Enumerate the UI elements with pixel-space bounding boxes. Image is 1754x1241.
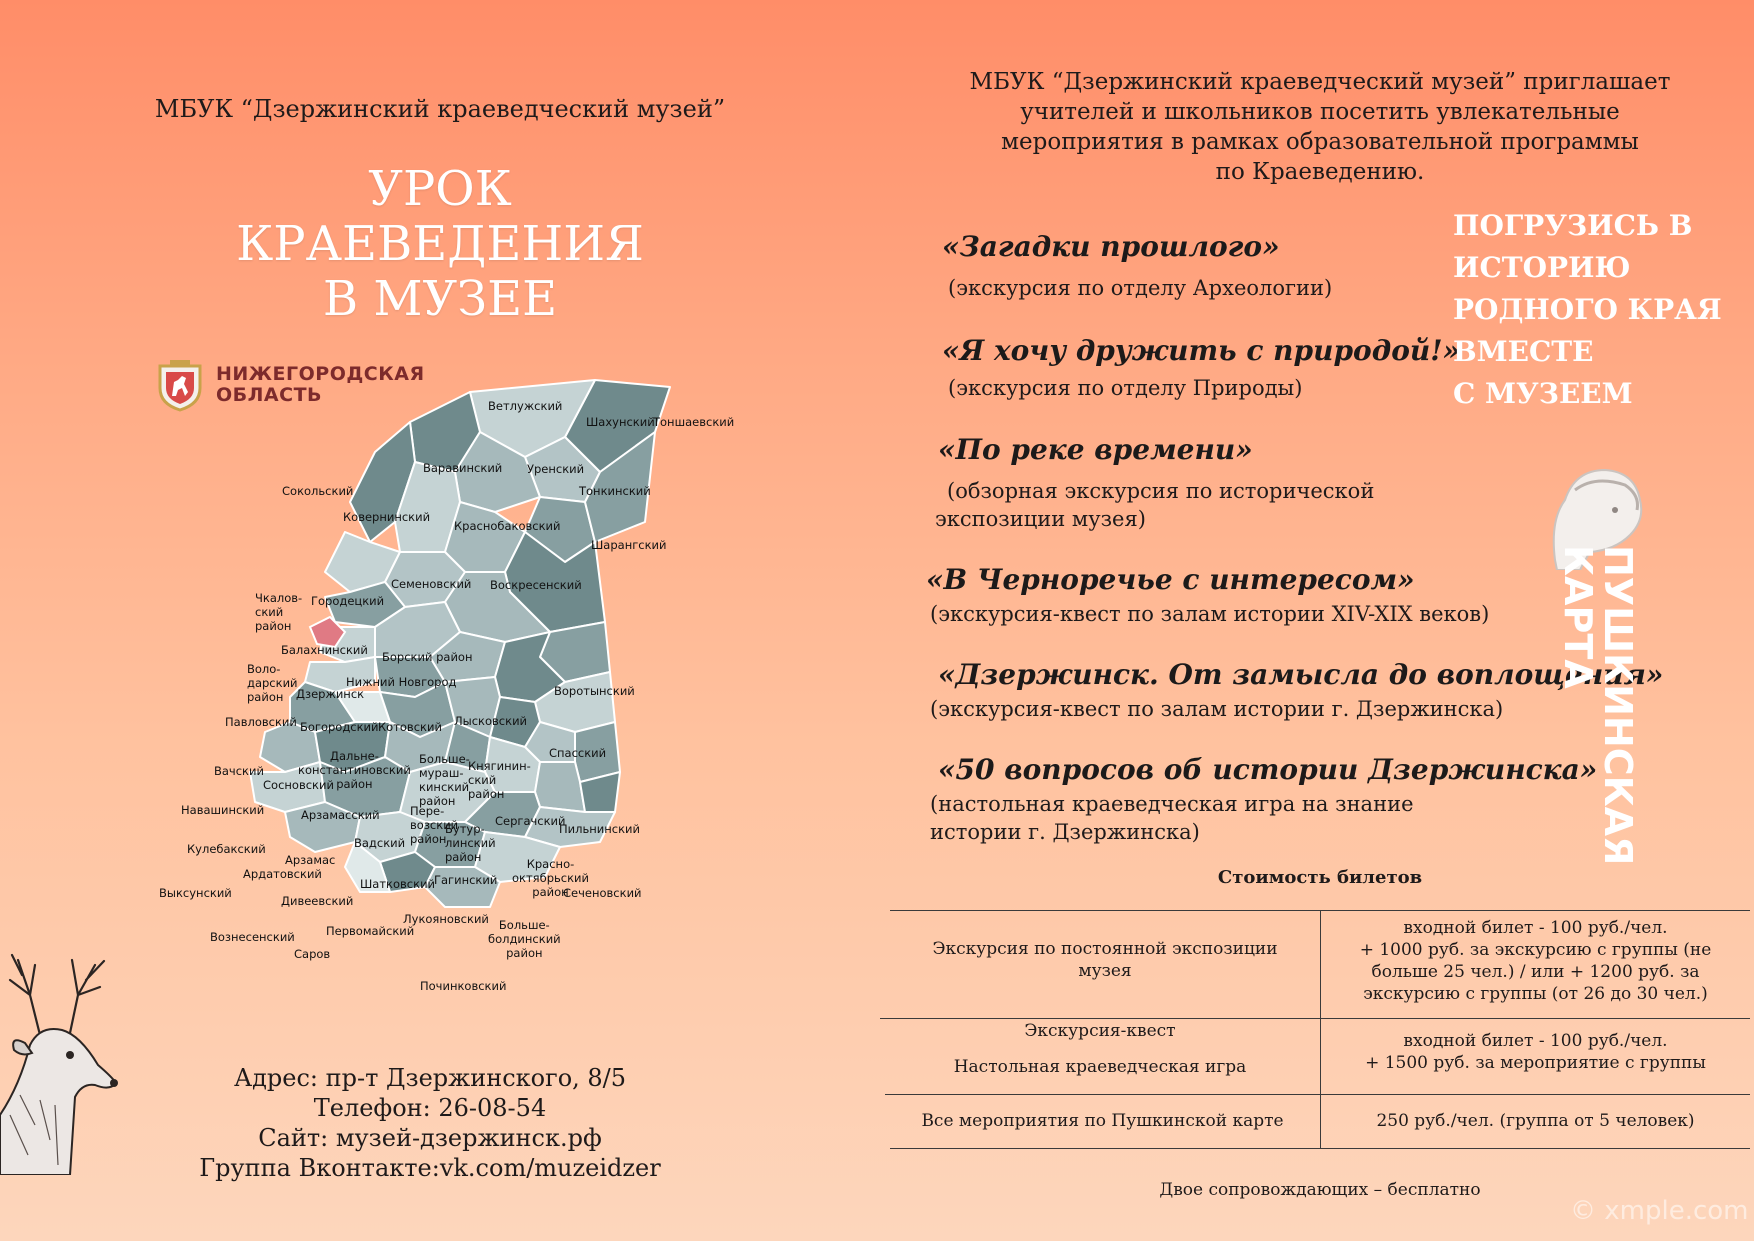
event-title: «50 вопросов об истории Дзержинска» <box>938 753 1598 786</box>
map-label: Сергачский <box>495 814 566 828</box>
event-title: «По реке времени» <box>938 433 1253 466</box>
map-label: Нижний Новгород <box>346 675 457 689</box>
title-line-2: КРАЕВЕДЕНИЯ <box>236 216 644 272</box>
map-label: Гагинский <box>434 873 498 887</box>
event-title: «Я хочу дружить с природой!» <box>942 334 1461 367</box>
map-label: Первомайский <box>326 924 415 938</box>
region-name <box>216 364 425 406</box>
event-description: (экскурсия-квест по залам истории г. Дзержинска) <box>930 697 1504 721</box>
address: Адрес: пр-т Дзержинского, 8/5 <box>233 1064 627 1092</box>
map-label: Котовский <box>378 720 442 734</box>
table-row-1-label <box>890 938 1320 982</box>
map-label: Больше- мураш- кинский район <box>419 752 470 808</box>
contact-info <box>170 1063 690 1183</box>
table-cell-line: Настольная краеведческая игра <box>953 1057 1247 1077</box>
map-label: Павловский <box>225 715 297 729</box>
map-label: Краснобаковский <box>454 519 561 533</box>
table-cell-line: Экскурсия-квест <box>1024 1021 1176 1041</box>
table-row-2-price <box>1321 1030 1750 1074</box>
map-label: Починковский <box>420 979 507 993</box>
intro-line: по Краеведению. <box>1215 159 1425 185</box>
table-cell-line: экскурсию с группы (от 26 до 30 чел.) <box>1363 984 1708 1004</box>
table-cell-line: входной билет - 100 руб./чел. <box>1403 1031 1668 1051</box>
page-title <box>190 162 690 327</box>
event-description <box>930 790 1414 846</box>
coat-of-arms-icon <box>152 356 208 412</box>
map-label: Бутур- линский район <box>445 822 496 864</box>
map-label: Семеновский <box>391 577 472 591</box>
pushkin-card-line-1: ПУШКИНСКАЯ <box>1596 545 1640 866</box>
map-label: Городецкий <box>311 594 385 608</box>
event-description-line: (обзорная экскурсия по исторической <box>947 479 1375 503</box>
map-label: Уренский <box>527 462 585 476</box>
table-cell-line: больше 25 чел.) / или + 1200 руб. за <box>1371 962 1700 982</box>
map-label: Шатковский <box>360 877 436 891</box>
intro-line: мероприятия в рамках образовательной программы <box>1001 129 1639 155</box>
table-cell-line: + 1500 руб. за мероприятие с группы <box>1365 1053 1706 1073</box>
map-label: Вознесенский <box>210 930 295 944</box>
event-title: «Загадки прошлого» <box>942 230 1280 263</box>
title-line-3: В МУЗЕЕ <box>322 271 558 327</box>
map-label: Тонкинский <box>579 484 651 498</box>
event-description-line: истории г. Дзержинска) <box>930 820 1200 844</box>
map-label: Больше- болдинский район <box>488 918 561 960</box>
map-label: Дзержинск <box>296 687 365 701</box>
slogan-line: ИСТОРИЮ <box>1453 251 1631 284</box>
map-label: Арзамасский <box>301 808 380 822</box>
map-label: Пильнинский <box>559 822 640 836</box>
map-label: Сокольский <box>282 484 354 498</box>
watermark: © xmple.com <box>1570 1196 1749 1226</box>
map-label: Дальне- константиновский район <box>298 749 411 791</box>
region-name-line-2: ОБЛАСТЬ <box>216 384 323 406</box>
map-label: Арзамас <box>285 853 336 867</box>
map-label: Воротынский <box>554 684 635 698</box>
map-labels <box>145 362 745 1022</box>
map-label: Навашинский <box>181 803 265 817</box>
event-title: «В Черноречье с интересом» <box>926 563 1415 596</box>
slogan <box>1453 205 1722 415</box>
map-label: Воскресенский <box>490 578 582 592</box>
table-row-3-price: 250 руб./чел. (группа от 5 человек) <box>1376 1111 1695 1131</box>
event-description-line: экспозиции музея) <box>935 507 1146 531</box>
event-description-line: (настольная краеведческая игра на знание <box>930 792 1414 816</box>
escort-note: Двое сопровождающих – бесплатно <box>1159 1180 1481 1200</box>
map-label: Пере- возский район <box>410 804 459 846</box>
museum-header: МБУК “Дзержинский краеведческий музей” <box>154 95 726 123</box>
slogan-line: РОДНОГО КРАЯ <box>1453 293 1722 326</box>
map-label: Сосновский <box>263 778 334 792</box>
map-label: Воло- дарский район <box>247 662 298 704</box>
event-description: (экскурсия по отделу Археологии) <box>948 276 1333 300</box>
map-label: Княгинин- ский район <box>468 759 531 801</box>
event-title: «Дзержинск. От замысла до воплощения» <box>938 658 1664 691</box>
table-cell-line: Экскурсия по постоянной экспозиции <box>932 939 1278 959</box>
table-row-3-label: Все мероприятия по Пушкинской карте <box>921 1111 1284 1131</box>
pushkin-card-label <box>1548 545 1640 866</box>
map-label: Саров <box>294 947 331 961</box>
map-label: Лысковский <box>454 714 528 728</box>
slogan-line: ПОГРУЗИСЬ В <box>1453 209 1693 242</box>
map-label: Вадский <box>354 836 406 850</box>
pushkin-card-line-2: КАРТА <box>1556 545 1600 689</box>
map-label: Дивеевский <box>281 894 354 908</box>
map-label: Чкалов- ский район <box>255 591 303 633</box>
table-row-1-price <box>1321 917 1750 1005</box>
map-label: Лукояновский <box>403 912 489 926</box>
region-name-line-1: НИЖЕГОРОДСКАЯ <box>216 363 425 385</box>
map-label: Варавинский <box>423 461 503 475</box>
deer-illustration <box>0 925 125 1175</box>
slogan-line: ВМЕСТЕ <box>1453 335 1594 368</box>
map-label: Ковернинский <box>343 510 431 524</box>
website: Сайт: музей-дзержинск.рф <box>258 1124 602 1152</box>
table-cell-line: музея <box>1078 961 1132 981</box>
map-label: Ардатовский <box>243 867 322 881</box>
map-label: Борский район <box>382 650 473 664</box>
title-line-1: УРОК <box>368 161 512 217</box>
map-label: Тоншаевский <box>653 415 735 429</box>
invitation-text <box>930 67 1710 187</box>
map-label: Спасский <box>549 746 607 760</box>
map-label: Кулебакский <box>187 842 266 856</box>
map-label: Балахнинский <box>281 643 368 657</box>
map-label: Выксунский <box>159 886 232 900</box>
map-label: Красно- октябрьский район <box>512 857 589 899</box>
price-table <box>880 910 1750 1150</box>
event-description <box>935 477 1374 533</box>
map-label: Шахунский <box>586 415 655 429</box>
event-description: (экскурсия по отделу Природы) <box>948 376 1303 400</box>
vk-group: Группа Вконтакте:vk.com/muzeidzer <box>199 1154 661 1182</box>
price-section-title: Стоимость билетов <box>1217 867 1423 888</box>
intro-line: учителей и школьников посетить увлекательные <box>1020 99 1620 125</box>
map-label: Шарангский <box>591 538 667 552</box>
table-cell-line: входной билет - 100 руб./чел. <box>1403 918 1668 938</box>
map-label: Богородский <box>300 720 379 734</box>
event-description: (экскурсия-квест по залам истории XIV-XIX веков) <box>930 602 1490 626</box>
map-label: Вачский <box>214 764 264 778</box>
table-cell-line: + 1000 руб. за экскурсию с группы (не <box>1359 940 1712 960</box>
slogan-line: С МУЗЕЕМ <box>1453 377 1633 410</box>
map-label: Сеченовский <box>563 886 642 900</box>
phone: Телефон: 26-08-54 <box>313 1094 547 1122</box>
intro-line: МБУК “Дзержинский краеведческий музей” приглашает <box>969 69 1671 95</box>
table-row-2-label <box>880 1020 1320 1078</box>
map-label: Ветлужский <box>488 399 563 413</box>
